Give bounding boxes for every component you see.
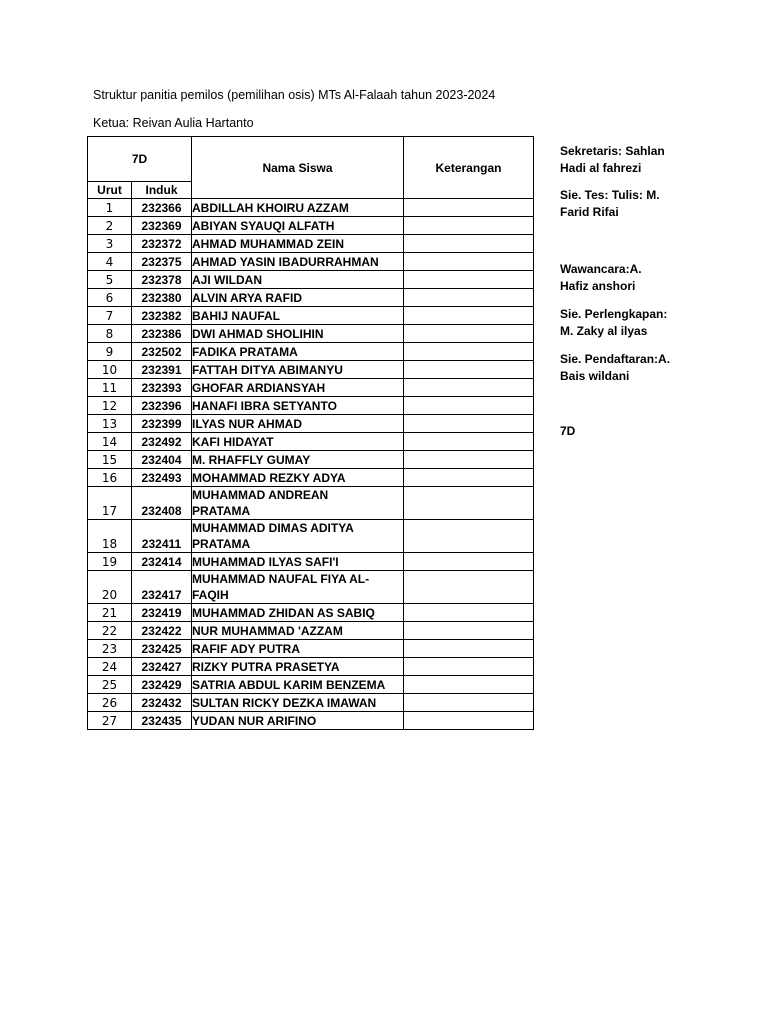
nama-line: BAHIJ NAUFAL [192, 309, 281, 323]
row-keterangan [404, 640, 534, 658]
sie-tes-line-2: Farid Rifai [560, 205, 619, 219]
nama-line: ABIYAN SYAUQI ALFATH [192, 219, 335, 233]
row-keterangan [404, 451, 534, 469]
row-urut: 15 [88, 451, 132, 469]
nama-line: AHMAD MUHAMMAD ZEIN [192, 237, 344, 251]
row-urut: 6 [88, 289, 132, 307]
row-nama-siswa [192, 361, 404, 379]
row-urut: 20 [88, 571, 132, 604]
row-keterangan [404, 553, 534, 571]
table-row [88, 307, 534, 325]
nama-line: FAQIH [192, 588, 229, 602]
row-induk: 232432 [132, 694, 192, 712]
row-keterangan [404, 712, 534, 730]
header-urut: Urut [88, 182, 132, 199]
row-urut: 25 [88, 676, 132, 694]
row-urut: 17 [88, 487, 132, 520]
nama-line: HANAFI IBRA SETYANTO [192, 399, 337, 413]
table-row [88, 553, 534, 571]
header-keterangan: Keterangan [404, 137, 534, 199]
table-row [88, 571, 534, 604]
nama-line: RIZKY PUTRA PRASETYA [192, 660, 340, 674]
row-urut: 2 [88, 217, 132, 235]
table-row [88, 604, 534, 622]
wawancara-line-1: Wawancara:A. [560, 262, 642, 276]
table-row [88, 676, 534, 694]
row-urut: 5 [88, 271, 132, 289]
pendaftaran-note [560, 351, 670, 385]
table-row [88, 361, 534, 379]
row-nama-siswa [192, 271, 404, 289]
row-induk: 232382 [132, 307, 192, 325]
table-row [88, 640, 534, 658]
nama-line: MUHAMMAD NAUFAL FIYA AL- [192, 572, 370, 586]
row-urut: 16 [88, 469, 132, 487]
row-nama-siswa [192, 397, 404, 415]
row-urut: 19 [88, 553, 132, 571]
sekretaris-line-2: Hadi al fahrezi [560, 161, 642, 175]
nama-line: DWI AHMAD SHOLIHIN [192, 327, 324, 341]
row-urut: 13 [88, 415, 132, 433]
row-keterangan [404, 307, 534, 325]
row-induk: 232386 [132, 325, 192, 343]
row-keterangan [404, 199, 534, 217]
nama-line: FADIKA PRATAMA [192, 345, 298, 359]
table-row [88, 343, 534, 361]
row-nama-siswa [192, 676, 404, 694]
table-row [88, 694, 534, 712]
nama-line: ILYAS NUR AHMAD [192, 417, 303, 431]
row-keterangan [404, 217, 534, 235]
row-keterangan [404, 520, 534, 553]
sie-tes-note [560, 187, 660, 221]
pendaftaran-line-2: Bais wildani [560, 369, 630, 383]
row-nama-siswa [192, 289, 404, 307]
row-induk: 232375 [132, 253, 192, 271]
row-induk: 232435 [132, 712, 192, 730]
row-nama-siswa [192, 451, 404, 469]
row-nama-siswa [192, 235, 404, 253]
row-induk: 232425 [132, 640, 192, 658]
pendaftaran-line-1: Sie. Pendaftaran:A. [560, 352, 671, 366]
row-nama-siswa [192, 487, 404, 520]
table-row [88, 253, 534, 271]
row-keterangan [404, 487, 534, 520]
row-induk: 232366 [132, 199, 192, 217]
nama-line: YUDAN NUR ARIFINO [192, 714, 317, 728]
nama-line: RAFIF ADY PUTRA [192, 642, 300, 656]
row-nama-siswa [192, 712, 404, 730]
nama-line: MUHAMMAD ZHIDAN AS SABIQ [192, 606, 375, 620]
nama-line: SATRIA ABDUL KARIM BENZEMA [192, 678, 386, 692]
nama-line: FATTAH DITYA ABIMANYU [192, 363, 343, 377]
row-keterangan [404, 604, 534, 622]
table-row [88, 289, 534, 307]
table-row [88, 469, 534, 487]
row-keterangan [404, 325, 534, 343]
row-keterangan [404, 343, 534, 361]
row-induk: 232378 [132, 271, 192, 289]
row-induk: 232422 [132, 622, 192, 640]
row-urut: 3 [88, 235, 132, 253]
nama-line: NUR MUHAMMAD 'AZZAM [192, 624, 343, 638]
header-induk: Induk [132, 182, 192, 199]
table-row [88, 451, 534, 469]
row-keterangan [404, 676, 534, 694]
nama-line: AHMAD YASIN IBADURRAHMAN [192, 255, 379, 269]
nama-line: AJI WILDAN [192, 273, 262, 287]
row-induk: 232414 [132, 553, 192, 571]
wawancara-line-2: Hafiz anshori [560, 279, 636, 293]
row-keterangan [404, 379, 534, 397]
nama-line: SULTAN RICKY DEZKA IMAWAN [192, 696, 377, 710]
row-keterangan [404, 469, 534, 487]
sekretaris-line-1: Sekretaris: Sahlan [560, 144, 665, 158]
row-nama-siswa [192, 604, 404, 622]
row-keterangan [404, 253, 534, 271]
table-row [88, 235, 534, 253]
table-row [88, 433, 534, 451]
row-keterangan [404, 289, 534, 307]
row-keterangan [404, 361, 534, 379]
row-nama-siswa [192, 307, 404, 325]
document-title: Struktur panitia pemilos (pemilihan osis) MTs Al-Falaah tahun 2023-2024 [93, 88, 496, 102]
table-row [88, 520, 534, 553]
row-induk: 232493 [132, 469, 192, 487]
class-header: 7D [88, 137, 192, 182]
nama-line: PRATAMA [192, 504, 251, 518]
row-urut: 14 [88, 433, 132, 451]
row-urut: 27 [88, 712, 132, 730]
row-induk: 232404 [132, 451, 192, 469]
row-induk: 232411 [132, 520, 192, 553]
row-induk: 232399 [132, 415, 192, 433]
table-body [88, 199, 534, 730]
perlengkapan-line-2: M. Zaky al ilyas [560, 324, 648, 338]
row-urut: 26 [88, 694, 132, 712]
row-urut: 18 [88, 520, 132, 553]
row-keterangan [404, 415, 534, 433]
table-row [88, 415, 534, 433]
table-row [88, 712, 534, 730]
sekretaris-note [560, 143, 665, 177]
row-induk: 232408 [132, 487, 192, 520]
row-keterangan [404, 571, 534, 604]
row-urut: 7 [88, 307, 132, 325]
row-urut: 9 [88, 343, 132, 361]
row-induk: 232393 [132, 379, 192, 397]
row-urut: 21 [88, 604, 132, 622]
row-nama-siswa [192, 217, 404, 235]
row-nama-siswa [192, 415, 404, 433]
row-nama-siswa [192, 520, 404, 553]
student-table [87, 136, 534, 730]
row-induk: 232492 [132, 433, 192, 451]
row-urut: 23 [88, 640, 132, 658]
row-induk: 232372 [132, 235, 192, 253]
nama-line: ALVIN ARYA RAFID [192, 291, 303, 305]
nama-line: KAFI HIDAYAT [192, 435, 274, 449]
row-induk: 232502 [132, 343, 192, 361]
row-induk: 232417 [132, 571, 192, 604]
row-nama-siswa [192, 253, 404, 271]
nama-line: GHOFAR ARDIANSYAH [192, 381, 326, 395]
perlengkapan-line-1: Sie. Perlengkapan: [560, 307, 668, 321]
row-urut: 11 [88, 379, 132, 397]
row-urut: 10 [88, 361, 132, 379]
row-keterangan [404, 397, 534, 415]
row-keterangan [404, 622, 534, 640]
table-row [88, 271, 534, 289]
row-urut: 12 [88, 397, 132, 415]
row-keterangan [404, 235, 534, 253]
table-row [88, 325, 534, 343]
row-keterangan [404, 658, 534, 676]
row-nama-siswa [192, 694, 404, 712]
row-nama-siswa [192, 571, 404, 604]
row-nama-siswa [192, 199, 404, 217]
row-keterangan [404, 271, 534, 289]
table-row [88, 487, 534, 520]
row-induk: 232429 [132, 676, 192, 694]
nama-line: MUHAMMAD ILYAS SAFI'I [192, 555, 339, 569]
row-induk: 232369 [132, 217, 192, 235]
row-nama-siswa [192, 553, 404, 571]
sie-tes-line-1: Sie. Tes: Tulis: M. [560, 188, 660, 202]
header-nama-siswa: Nama Siswa [192, 137, 404, 199]
row-urut: 22 [88, 622, 132, 640]
table-row [88, 199, 534, 217]
row-nama-siswa [192, 325, 404, 343]
table-row [88, 622, 534, 640]
row-induk: 232396 [132, 397, 192, 415]
nama-line: M. RHAFFLY GUMAY [192, 453, 311, 467]
nama-line: ABDILLAH KHOIRU AZZAM [192, 201, 349, 215]
row-nama-siswa [192, 658, 404, 676]
wawancara-note [560, 261, 642, 295]
nama-line: MOHAMMAD REZKY ADYA [192, 471, 346, 485]
row-keterangan [404, 694, 534, 712]
row-nama-siswa [192, 469, 404, 487]
row-induk: 232380 [132, 289, 192, 307]
row-urut: 24 [88, 658, 132, 676]
row-induk: 232427 [132, 658, 192, 676]
table-row [88, 379, 534, 397]
row-induk: 232419 [132, 604, 192, 622]
row-nama-siswa [192, 433, 404, 451]
row-urut: 8 [88, 325, 132, 343]
table-row [88, 217, 534, 235]
perlengkapan-note [560, 306, 667, 340]
nama-line: PRATAMA [192, 537, 251, 551]
nama-line: MUHAMMAD DIMAS ADITYA [192, 521, 354, 535]
nama-line: MUHAMMAD ANDREAN [192, 488, 329, 502]
row-nama-siswa [192, 379, 404, 397]
class-side-label: 7D [560, 424, 576, 438]
row-induk: 232391 [132, 361, 192, 379]
row-nama-siswa [192, 622, 404, 640]
row-nama-siswa [192, 640, 404, 658]
row-nama-siswa [192, 343, 404, 361]
chair-label: Ketua: Reivan Aulia Hartanto [93, 116, 254, 130]
row-keterangan [404, 433, 534, 451]
table-row [88, 397, 534, 415]
table-row [88, 658, 534, 676]
row-urut: 4 [88, 253, 132, 271]
row-urut: 1 [88, 199, 132, 217]
